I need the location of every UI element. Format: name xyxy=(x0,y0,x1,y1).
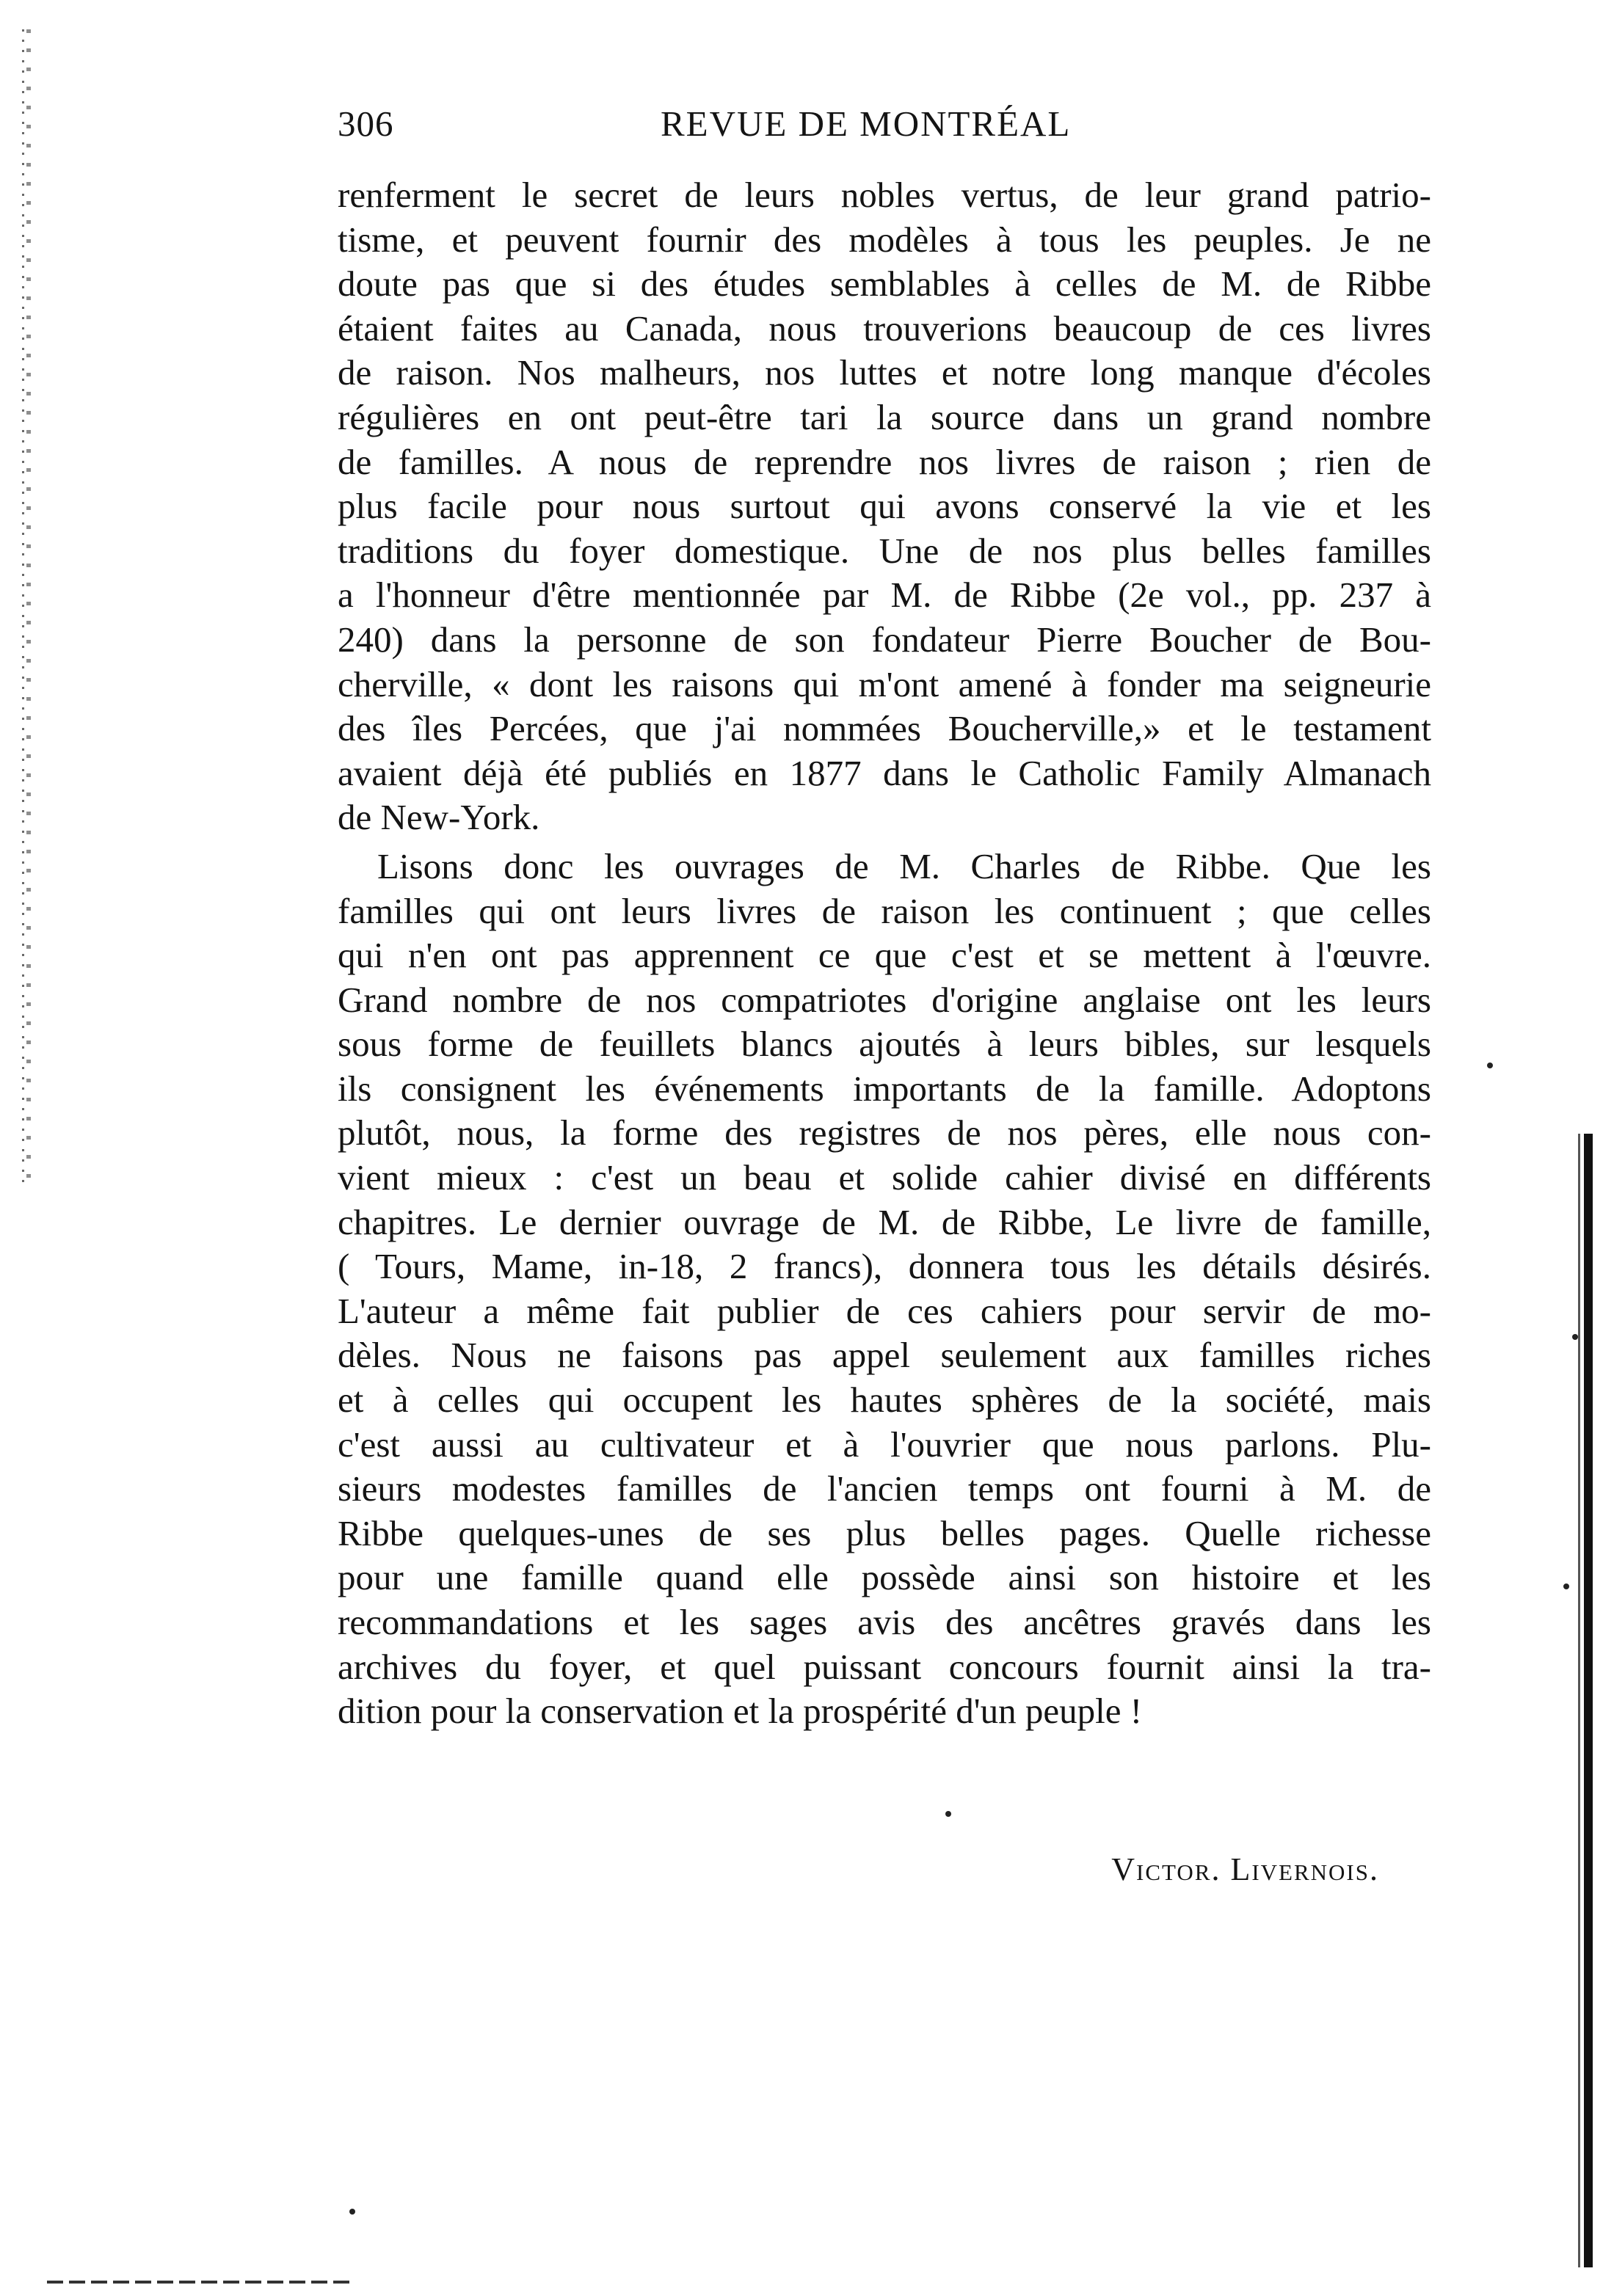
text-line: de familles. A nous de reprendre nos livres de raison ; rien de xyxy=(338,441,1431,482)
text-line: Grand nombre de nos compatriotes d'origine anglaise ont les leurs xyxy=(338,979,1431,1020)
text-line: familles qui ont leurs livres de raison les continuent ; que celles xyxy=(338,890,1431,931)
text-line: renferment le secret de leurs nobles vertus, de leur grand patrio- xyxy=(338,175,1431,215)
text-line: dèles. Nous ne faisons pas appel seulement aux familles riches xyxy=(338,1335,1431,1376)
text-line: avaient déjà été publiés en 1877 dans le Catholic Family Almanach xyxy=(338,752,1431,793)
running-header xyxy=(338,103,1431,150)
text-line: L'auteur a même fait publier de ces cahiers pour servir de mo- xyxy=(338,1290,1431,1331)
text-line: sieurs modestes familles de l'ancien temps ont fourni à M. de xyxy=(338,1468,1431,1509)
text-line: traditions du foyer domestique. Une de nos plus belles familles xyxy=(338,530,1431,571)
text-line: pour une famille quand elle possède ainsi son histoire et les xyxy=(338,1557,1431,1598)
text-line: de New-York. xyxy=(338,797,540,838)
text-line: recommandations et les sages avis des ancêtres gravés dans les xyxy=(338,1602,1431,1642)
text-line: a l'honneur d'être mentionnée par M. de Ribbe (2e vol., pp. 237 à xyxy=(338,575,1431,616)
text-line: archives du foyer, et quel puissant concours fournit ainsi la tra- xyxy=(338,1646,1431,1687)
text-line: c'est aussi au cultivateur et à l'ouvrier que nous parlons. Plu- xyxy=(338,1424,1431,1465)
scan-margin-dots xyxy=(26,29,31,1189)
running-title: REVUE DE MONTRÉAL xyxy=(661,103,1072,144)
text-line: plus facile pour nous surtout qui avons conservé la vie et les xyxy=(338,486,1431,527)
text-line: étaient faites au Canada, nous trouverions beaucoup de ces livres xyxy=(338,307,1431,349)
text-line: Lisons donc les ouvrages de M. Charles de Ribbe. Que les xyxy=(377,845,1431,886)
text-line: dition pour la conservation et la prospérité d'un peuple ! xyxy=(338,1691,1143,1732)
text-line: tisme, et peuvent fournir des modèles à tous les peuples. Je ne xyxy=(338,219,1431,260)
text-line: plutôt, nous, la forme des registres de nos pères, elle nous con- xyxy=(338,1112,1431,1154)
text-line: vient mieux : c'est un beau et solide cahier divisé en différents xyxy=(338,1157,1431,1198)
text-line: chapitres. Le dernier ouvrage de M. de Ribbe, Le livre de famille, xyxy=(338,1201,1431,1242)
scan-speck xyxy=(1572,1334,1578,1340)
scan-edge-line xyxy=(1578,1134,1580,2267)
scan-speck xyxy=(349,2209,355,2215)
scan-edge-bar xyxy=(1584,1134,1593,2267)
scan-speck xyxy=(945,1811,951,1817)
text-line: doute pas que si des études semblables à celles de M. de Ribbe xyxy=(338,263,1431,305)
text-line: Ribbe quelques-unes de ses plus belles pages. Quelle richesse xyxy=(338,1512,1431,1553)
text-line: de raison. Nos malheurs, nos luttes et notre long manque d'écoles xyxy=(338,352,1431,393)
text-line: ils consignent les événements importants de la famille. Adoptons xyxy=(338,1068,1431,1109)
scan-speck xyxy=(1487,1063,1493,1068)
text-line: ( Tours, Mame, in-18, 2 francs), donnera tous les détails désirés. xyxy=(338,1246,1431,1287)
text-line: qui n'en ont pas apprennent ce que c'est et se mettent à l'œuvre. xyxy=(338,935,1431,976)
text-line: cherville, « dont les raisons qui m'ont amené à fonder ma seigneurie xyxy=(338,663,1431,704)
text-line: sous forme de feuillets blancs ajoutés à leurs bibles, sur lesquels xyxy=(338,1024,1431,1065)
text-line: 240) dans la personne de son fondateur Pierre Boucher de Bou- xyxy=(338,619,1431,660)
text-line: et à celles qui occupent les hautes sphères de la société, mais xyxy=(338,1380,1431,1421)
page-number: 306 xyxy=(338,103,394,144)
body-text xyxy=(338,173,1431,1734)
scan-speck xyxy=(1563,1583,1569,1589)
text-line: régulières en ont peut-être tari la source dans un grand nombre xyxy=(338,396,1431,437)
text-line: des îles Percées, que j'ai nommées Boucherville,» et le testament xyxy=(338,708,1431,749)
scan-bottom-artifact xyxy=(47,2281,355,2284)
scan-margin-artifact xyxy=(16,29,46,1189)
author-signature: Victor. Livernois. xyxy=(1111,1851,1379,1887)
